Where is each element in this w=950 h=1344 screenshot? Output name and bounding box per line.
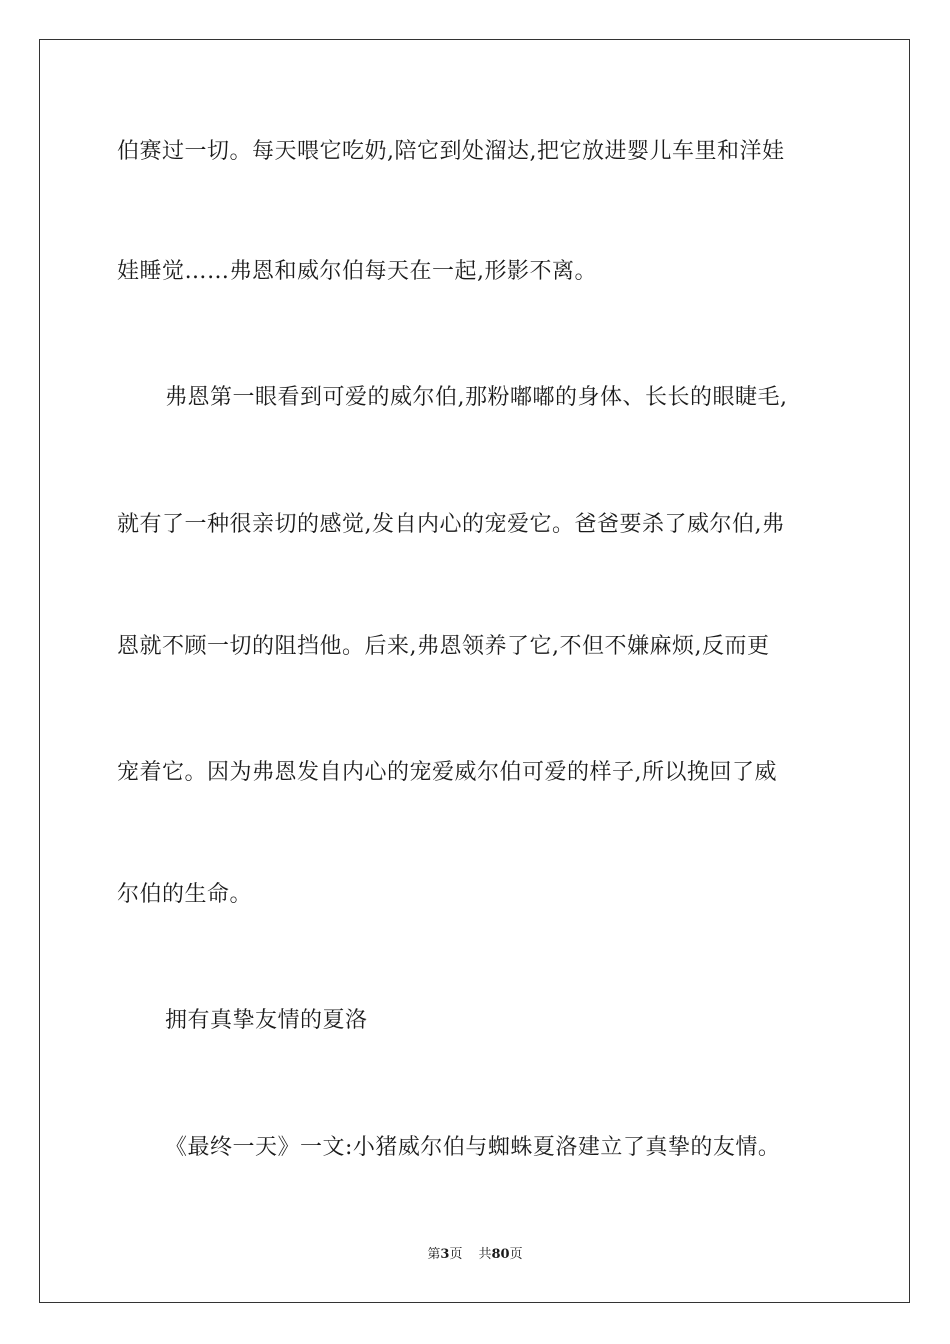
- text-line-6: 宠着它。因为弗恩发自内心的宠爱威尔伯可爱的样子,所以挽回了威: [117, 760, 777, 785]
- text-line-3: 弗恩第一眼看到可爱的威尔伯,那粉嘟嘟的身体、长长的眼睫毛,: [165, 385, 788, 410]
- text-line-5: 恩就不顾一切的阻挡他。后来,弗恩领养了它,不但不嫌麻烦,反而更: [117, 634, 770, 659]
- page-footer: [0, 1246, 950, 1264]
- total-pages: 80: [491, 1247, 510, 1262]
- text-line-1: 伯赛过一切。每天喂它吃奶,陪它到处溜达,把它放进婴儿车里和洋娃: [117, 139, 785, 164]
- text-line-4: 就有了一种很亲切的感觉,发自内心的宠爱它。爸爸要杀了威尔伯,弗: [117, 512, 785, 537]
- text-line-9: 《最终一天》一文:小猪威尔伯与蜘蛛夏洛建立了真挚的友情。: [165, 1135, 781, 1160]
- page-prefix: 第: [427, 1247, 441, 1262]
- page-number: 3: [440, 1247, 450, 1262]
- page-suffix: 页: [449, 1247, 463, 1262]
- section-heading: 拥有真挚友情的夏洛: [165, 1008, 368, 1033]
- total-suffix: 页: [509, 1247, 523, 1262]
- text-line-7: 尔伯的生命。: [117, 882, 253, 907]
- page-border: [39, 39, 910, 1303]
- total-prefix: 共: [478, 1247, 492, 1262]
- text-line-2: 娃睡觉……弗恩和威尔伯每天在一起,形影不离。: [117, 259, 597, 284]
